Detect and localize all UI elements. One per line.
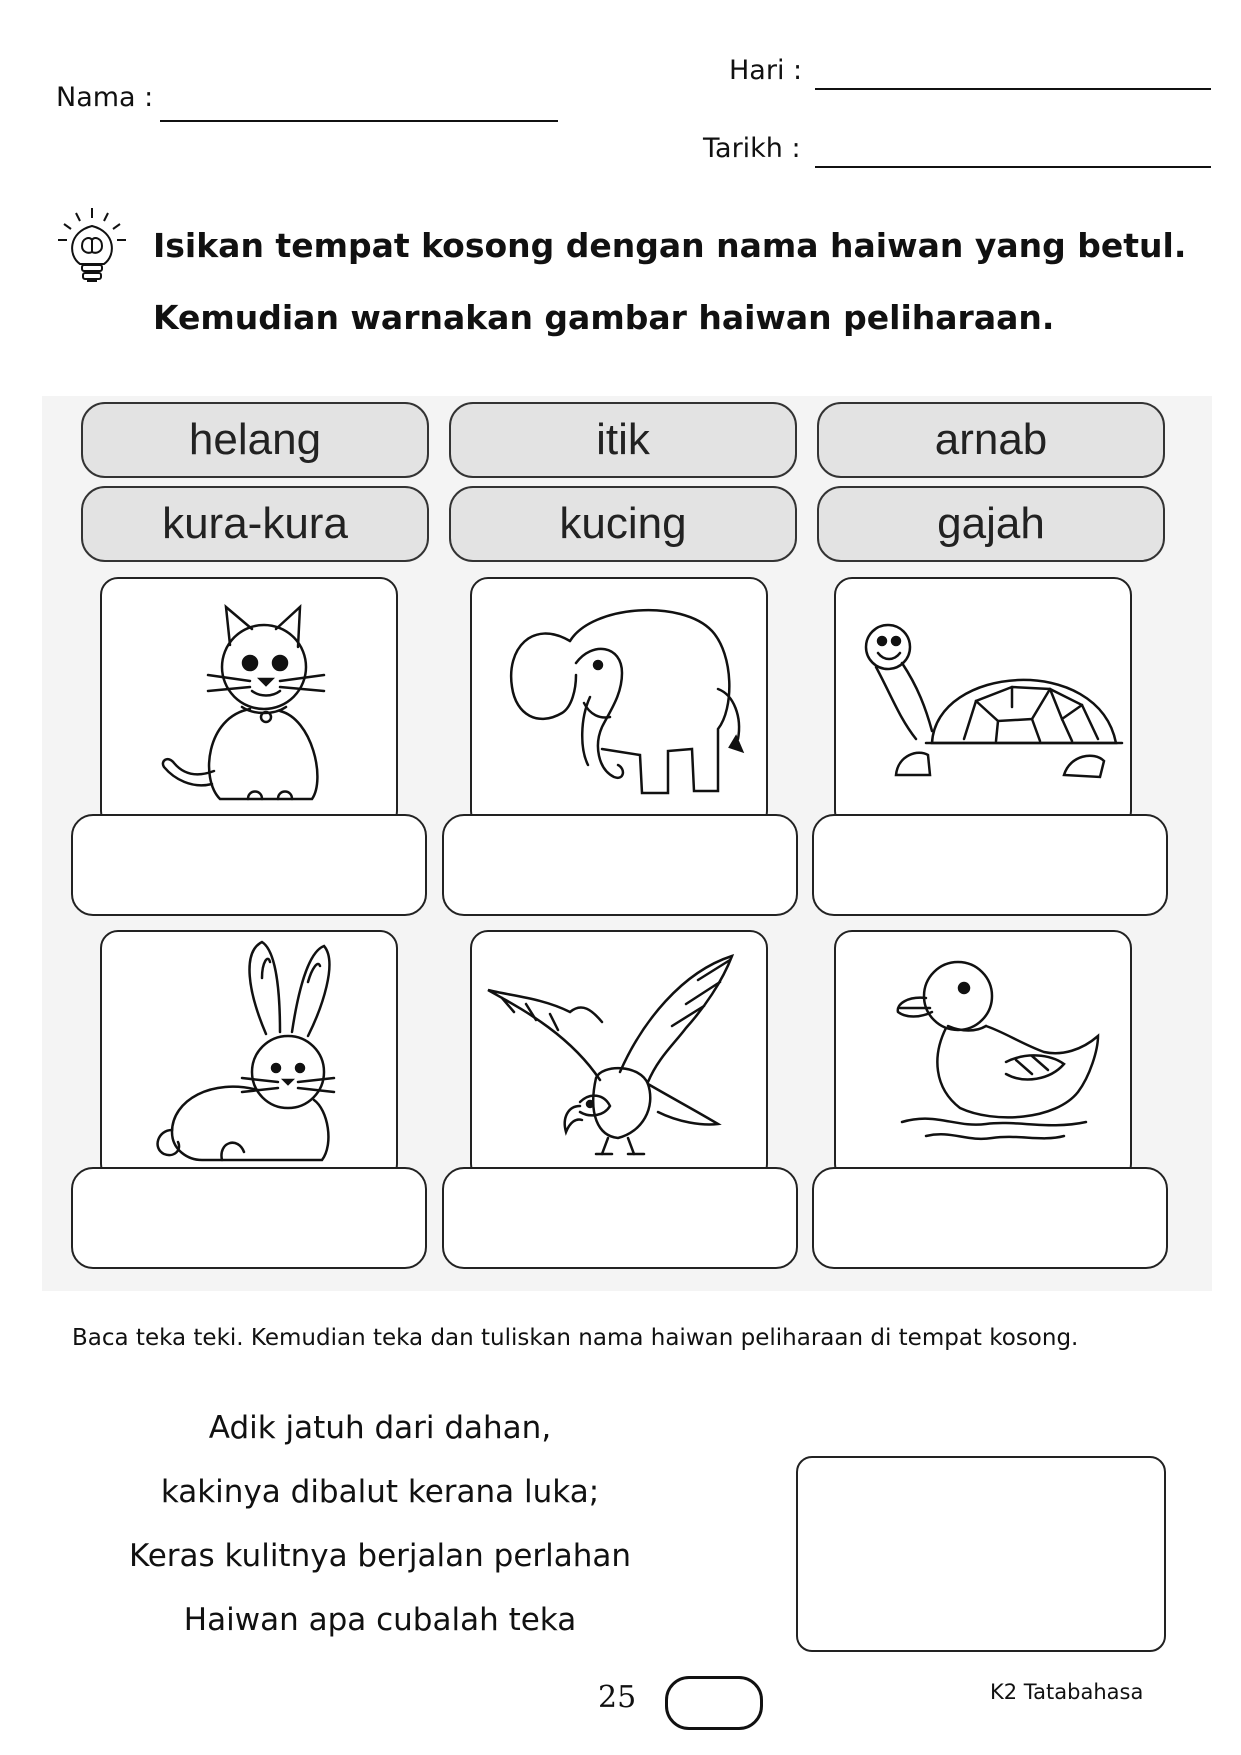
riddle-answer-box[interactable] — [796, 1456, 1166, 1652]
lightbulb-brain-icon — [50, 204, 134, 288]
nama-label: Nama : — [56, 82, 154, 113]
score-oval[interactable] — [665, 1676, 763, 1730]
answer-box-1[interactable] — [71, 814, 427, 916]
hari-input-line[interactable] — [815, 88, 1211, 90]
picture-card-elephant — [470, 577, 768, 829]
word-chip-gajah: gajah — [817, 486, 1165, 562]
answer-box-2[interactable] — [442, 814, 798, 916]
picture-card-rabbit — [100, 930, 398, 1182]
page-number: 25 — [598, 1680, 637, 1715]
nama-input-line[interactable] — [160, 120, 558, 122]
answer-box-6[interactable] — [812, 1167, 1168, 1269]
tarikh-input-line[interactable] — [815, 166, 1211, 168]
eagle-icon — [472, 932, 766, 1180]
word-chip-kucing: kucing — [449, 486, 797, 562]
answer-box-4[interactable] — [71, 1167, 427, 1269]
word-chip-itik: itik — [449, 402, 797, 478]
riddle-line-2: kakinya dibalut kerana luka; — [160, 1474, 600, 1510]
turtle-icon — [836, 579, 1130, 827]
rabbit-icon — [102, 932, 396, 1180]
answer-box-3[interactable] — [812, 814, 1168, 916]
tarikh-label: Tarikh : — [703, 133, 801, 164]
instruction-line-1: Isikan tempat kosong dengan nama haiwan yang betul. — [153, 226, 1187, 265]
picture-card-turtle — [834, 577, 1132, 829]
riddle-instruction: Baca teka teki. Kemudian teka dan tuliskan nama haiwan peliharaan di tempat kosong. — [72, 1325, 1079, 1351]
word-chip-arnab: arnab — [817, 402, 1165, 478]
picture-card-duck — [834, 930, 1132, 1182]
word-chip-kura-kura: kura-kura — [81, 486, 429, 562]
hari-label: Hari : — [729, 55, 803, 86]
duck-icon — [836, 932, 1130, 1180]
picture-card-cat — [100, 577, 398, 829]
subject-label: K2 Tatabahasa — [990, 1680, 1144, 1704]
instruction-line-2: Kemudian warnakan gambar haiwan peliharaan. — [153, 298, 1055, 337]
riddle-line-3: Keras kulitnya berjalan perlahan — [128, 1538, 632, 1574]
cat-icon — [102, 579, 396, 827]
riddle-line-1: Adik jatuh dari dahan, — [208, 1410, 552, 1446]
riddle-line-4: Haiwan apa cubalah teka — [183, 1602, 577, 1638]
answer-box-5[interactable] — [442, 1167, 798, 1269]
word-chip-helang: helang — [81, 402, 429, 478]
elephant-icon — [472, 579, 766, 827]
picture-card-eagle — [470, 930, 768, 1182]
